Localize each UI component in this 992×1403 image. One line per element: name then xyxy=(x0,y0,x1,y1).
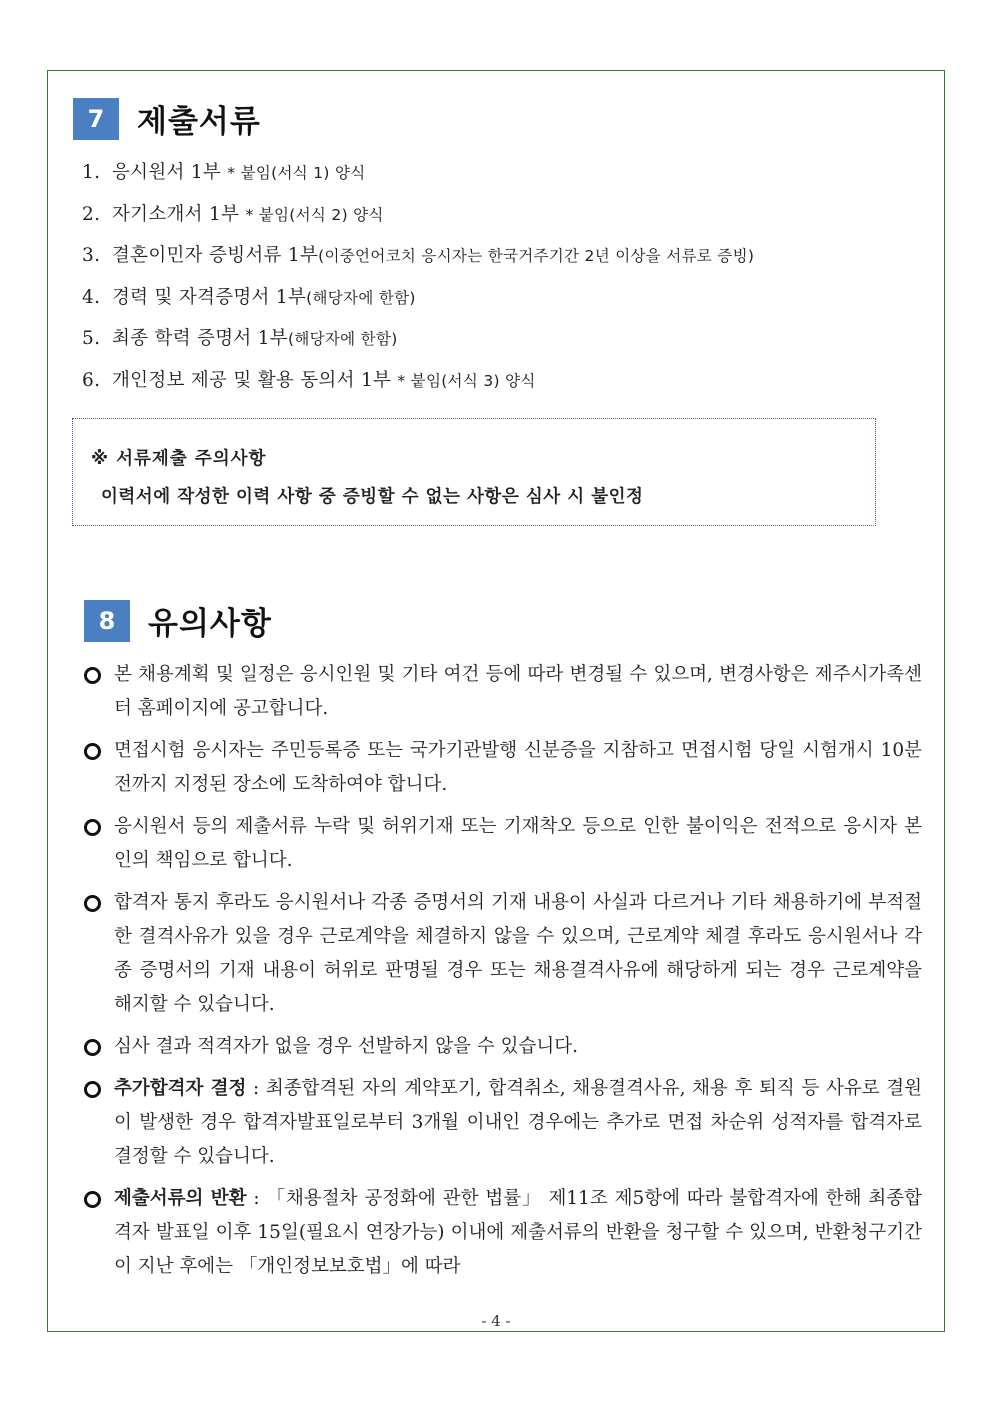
circle-bullet-icon xyxy=(84,1191,101,1208)
section-8-header xyxy=(84,598,272,643)
section-7-header xyxy=(73,96,261,141)
circle-bullet-icon xyxy=(84,819,101,836)
notice-body: 이력서에 작성한 이력 사항 중 증빙할 수 없는 사항은 심사 시 불인정 xyxy=(101,487,644,507)
document-item: 1. 응시원서 1부 * 붙임(서식 1) 양식 xyxy=(82,162,366,183)
circle-bullet-icon xyxy=(84,895,101,912)
document-item: 4. 경력 및 자격증명서 1부(해당자에 한함) xyxy=(82,286,416,308)
document-item: 2. 자기소개서 1부 * 붙임(서식 2) 양식 xyxy=(82,203,384,225)
section-8-title: 유의사항 xyxy=(148,606,272,642)
caution-item: 제출서류의 반환 : 「채용절차 공정화에 관한 법률」 제11조 제5항에 따라 불합격자에 한해 최종합격자 발표일 이후 15일(필요시 연장가능) 이내에 제출서류의 반환을 청구할 수 있으며, 반환청구기간이 지난 후에는 「개인정보보호법」에 따라 xyxy=(82,1182,922,1284)
circle-bullet-icon xyxy=(84,1039,101,1056)
document-item: 6. 개인정보 제공 및 활용 동의서 1부 * 붙임(서식 3) 양식 xyxy=(82,369,536,391)
caution-item: 합격자 통지 후라도 응시원서나 각종 증명서의 기재 내용이 사실과 다르거나 기타 채용하기에 부적절한 결격사유가 있을 경우 근로계약을 체결하지 않을 수 있으며, 근로계약 체결 후라도 응시원서나 각종 증명서의 기재 내용이 허위로 판명될 경우 또는 채용결격사유에 해당하게 되는 경우 근로계약을 해지할 수 있습니다. xyxy=(82,886,922,1022)
circle-bullet-icon xyxy=(84,667,101,684)
caution-item: 추가합격자 결정 : 최종합격된 자의 계약포기, 합격취소, 채용결격사유, 채용 후 퇴직 등 사유로 결원이 발생한 경우 합격자발표일로부터 3개월 이내인 경우에는 추가로 면접 차순위 성적자를 합격자로 결정할 수 있습니다. xyxy=(82,1072,922,1174)
submission-notice-box xyxy=(72,418,876,526)
document-item: 5. 최종 학력 증명서 1부(해당자에 한함) xyxy=(82,328,398,349)
caution-item: 본 채용계획 및 일정은 응시인원 및 기타 여건 등에 따라 변경될 수 있으며, 변경사항은 제주시가족센터 홈페이지에 공고합니다. xyxy=(82,658,922,726)
required-documents-list xyxy=(82,158,754,407)
page-number: - 4 - xyxy=(481,1312,511,1330)
notice-title: ※ 서류제출 주의사항 xyxy=(91,449,267,469)
section-7-number: 7 xyxy=(73,98,119,140)
section-7-title: 제출서류 xyxy=(137,104,261,140)
cautions-list xyxy=(82,658,922,1292)
section-8-number: 8 xyxy=(84,600,130,642)
caution-item: 응시원서 등의 제출서류 누락 및 허위기재 또는 기재착오 등으로 인한 불이익은 전적으로 응시자 본인의 책임으로 합니다. xyxy=(82,810,922,878)
circle-bullet-icon xyxy=(84,743,101,760)
caution-item: 면접시험 응시자는 주민등록증 또는 국가기관발행 신분증을 지참하고 면접시험 당일 시험개시 10분전까지 지정된 장소에 도착하여야 합니다. xyxy=(82,734,922,802)
caution-item: 심사 결과 적격자가 없을 경우 선발하지 않을 수 있습니다. xyxy=(82,1030,922,1064)
document-item: 3. 결혼이민자 증빙서류 1부(이중언어코치 응시자는 한국거주기간 2년 이상을 서류로 증빙) xyxy=(82,245,755,266)
circle-bullet-icon xyxy=(84,1081,101,1098)
